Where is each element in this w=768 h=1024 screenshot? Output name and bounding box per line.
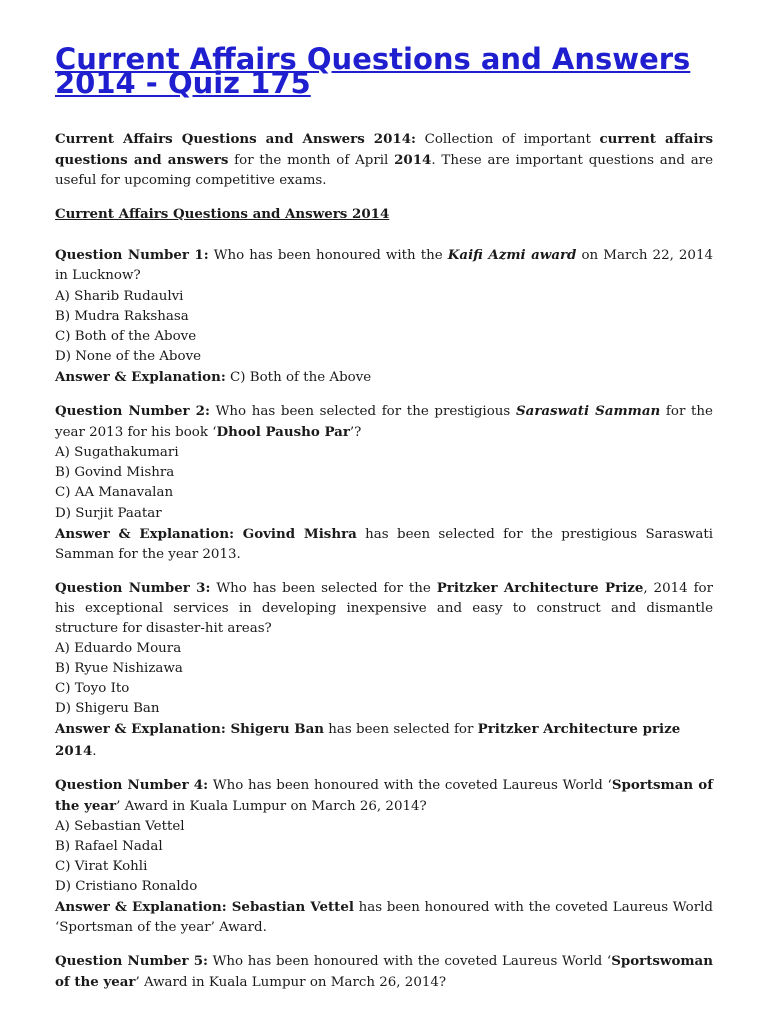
question-block-1 bbox=[55, 245, 713, 388]
question-part: for the year 2013 for his book ‘ bbox=[55, 404, 713, 441]
option-c: C) AA Manavalan bbox=[55, 485, 174, 501]
question-text bbox=[55, 775, 713, 817]
question-block-2 bbox=[55, 401, 713, 565]
option-c: C) Both of the Above bbox=[55, 328, 197, 344]
option-c: C) Toyo Ito bbox=[55, 681, 130, 697]
answer-bold: Pritzker Architecture prize 2014 bbox=[55, 721, 681, 759]
article-body bbox=[55, 129, 713, 994]
question-label: Question Number 2: bbox=[55, 403, 210, 420]
question-part: Who has been selected for the prestigious bbox=[209, 404, 516, 420]
intro-bold: current affairs questions and answers bbox=[55, 131, 713, 169]
option-b: B) Rafael Nadal bbox=[55, 838, 163, 854]
question-part: on March 22, 2014 in Lucknow? bbox=[55, 248, 713, 284]
answer-line bbox=[55, 897, 713, 938]
question-emphasis: Pritzker Architecture Prize bbox=[436, 579, 644, 596]
question-label: Question Number 5: bbox=[55, 953, 208, 970]
option-b: B) Govind Mishra bbox=[55, 465, 175, 481]
answer-text: C) Both of the Above bbox=[225, 369, 372, 385]
option-b: B) Ryue Nishizawa bbox=[55, 661, 183, 677]
question-part: Who has been honoured with the bbox=[208, 248, 448, 264]
answer-line bbox=[55, 719, 713, 761]
answer-bold: Sebastian Vettel bbox=[226, 899, 354, 916]
question-label: Question Number 3: bbox=[55, 579, 211, 596]
option-a: A) Sugathakumari bbox=[55, 445, 179, 461]
question-text bbox=[55, 951, 713, 993]
question-part: , 2014 for his exceptional services in developing inexpensive and easy to construct and dismantle structure for disaster-hit areas? bbox=[55, 580, 713, 636]
question-text bbox=[55, 245, 713, 286]
intro-text: . These are important questions and are useful for upcoming competitive exams. bbox=[55, 153, 714, 189]
option-a: A) Eduardo Moura bbox=[55, 641, 182, 657]
question-text bbox=[55, 401, 713, 443]
question-emphasis: Kaifi Azmi award bbox=[447, 247, 577, 264]
question-part: ’ Award in Kuala Lumpur on March 26, 2014? bbox=[116, 798, 427, 814]
answer-line bbox=[55, 524, 713, 565]
answer-label: Answer & Explanation: bbox=[55, 721, 226, 738]
question-label: Question Number 4: bbox=[55, 776, 209, 793]
answer-label: Answer & Explanation: bbox=[55, 899, 227, 916]
option-b: B) Mudra Rakshasa bbox=[55, 308, 189, 324]
option-a: A) Sebastian Vettel bbox=[55, 818, 185, 834]
option-c: C) Virat Kohli bbox=[55, 859, 148, 874]
intro-bold: 2014 bbox=[394, 152, 432, 169]
option-d: D) Cristiano Ronaldo bbox=[55, 879, 198, 895]
section-heading-text: Current Affairs Questions and Answers 2014 bbox=[55, 206, 390, 223]
question-emphasis: Dhool Pausho Par bbox=[216, 424, 350, 441]
page-title-link[interactable]: Current Affairs Questions and Answers 2014 - Quiz 175 bbox=[55, 42, 691, 100]
answer-text: has been selected for the prestigious Saraswati Samman for the year 2013. bbox=[55, 526, 713, 562]
question-emphasis: Saraswati Samman bbox=[515, 403, 661, 420]
section-heading bbox=[55, 204, 713, 225]
question-block-4 bbox=[55, 775, 713, 939]
answer-label: Answer & Explanation: bbox=[55, 368, 226, 385]
intro-text: Collection of important bbox=[416, 132, 600, 147]
answer-bold: Govind Mishra bbox=[234, 525, 357, 542]
question-emphasis: Sportsman of the year bbox=[55, 776, 713, 814]
option-a: A) Sharib Rudaulvi bbox=[55, 288, 184, 304]
answer-text: has been honoured with the coveted Laureus World ‘Sportsman of the year’ Award. bbox=[55, 900, 713, 936]
question-label: Question Number 1: bbox=[55, 247, 209, 264]
question-part: Who has been honoured with the coveted Laureus World ‘ bbox=[207, 954, 612, 970]
intro-text: for the month of April bbox=[228, 153, 395, 169]
answer-text: . bbox=[92, 743, 97, 759]
question-part: Who has been selected for the bbox=[210, 580, 437, 596]
question-block-3 bbox=[55, 578, 713, 762]
question-text bbox=[55, 578, 713, 639]
answer-bold: Shigeru Ban bbox=[225, 721, 325, 738]
option-d: D) Surjit Paatar bbox=[55, 505, 162, 521]
question-emphasis: Sportswoman of the year bbox=[55, 953, 713, 991]
question-block-5 bbox=[55, 951, 713, 993]
answer-line bbox=[55, 367, 713, 388]
intro-paragraph bbox=[55, 129, 713, 191]
question-part: ’ Award in Kuala Lumpur on March 26, 2014? bbox=[135, 975, 447, 991]
question-part: ’? bbox=[349, 425, 362, 441]
intro-lead: Current Affairs Questions and Answers 2014: bbox=[55, 131, 416, 147]
question-part: Who has been honoured with the coveted Laureus World ‘ bbox=[208, 777, 612, 793]
answer-text: has been selected for bbox=[324, 722, 478, 738]
option-d: D) None of the Above bbox=[55, 348, 202, 364]
option-d: D) Shigeru Ban bbox=[55, 701, 160, 717]
answer-label: Answer & Explanation: bbox=[55, 525, 235, 542]
